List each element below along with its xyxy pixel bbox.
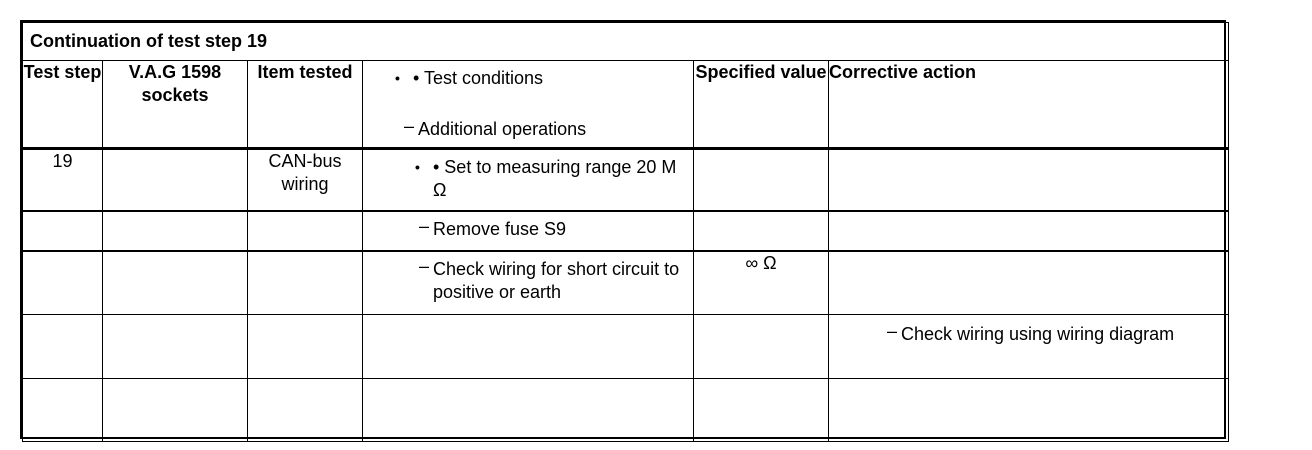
cell-corrective-action	[829, 251, 1229, 315]
condition-text: • Set to measuring range 20 M Ω	[433, 157, 677, 200]
test-step-table	[22, 22, 1229, 442]
cell-item-tested	[248, 379, 363, 442]
cell-condition	[363, 211, 694, 251]
cell-test-step: 19	[23, 149, 103, 211]
cell-sockets	[103, 211, 248, 251]
bullet-icon: •	[415, 159, 420, 175]
cell-corrective-action	[829, 149, 1229, 211]
cell-sockets	[103, 149, 248, 211]
header-item-tested: Item tested	[248, 61, 363, 149]
dash-icon: –	[887, 321, 898, 341]
cell-condition	[363, 315, 694, 379]
table-title: Continuation of test step 19	[23, 23, 1229, 61]
dash-icon: –	[404, 116, 415, 136]
condition-text: Remove fuse S9	[433, 218, 567, 239]
bullet-icon: •	[395, 70, 400, 86]
dash-icon: –	[419, 255, 430, 276]
cell-corrective-action	[829, 315, 1229, 379]
header-corrective-action: Corrective action	[829, 61, 1229, 149]
cell-specified-value	[694, 211, 829, 251]
header-conditions-bullet: • Test conditions	[413, 68, 544, 88]
cell-item-tested	[248, 315, 363, 379]
table-row	[23, 251, 1229, 315]
cell-specified-value: ∞ Ω	[694, 251, 829, 315]
table-row	[23, 315, 1229, 379]
cell-sockets	[103, 379, 248, 442]
cell-condition	[363, 379, 694, 442]
cell-specified-value	[694, 379, 829, 442]
cell-condition	[363, 251, 694, 315]
header-conditions-dash: Additional operations	[418, 119, 587, 139]
header-conditions	[363, 61, 694, 149]
cell-sockets	[103, 315, 248, 379]
header-sockets: V.A.G 1598 sockets	[103, 61, 248, 149]
cell-test-step	[23, 379, 103, 442]
test-table-document	[20, 20, 1226, 439]
table-title-row	[23, 23, 1229, 61]
cell-item-tested	[248, 211, 363, 251]
cell-corrective-action	[829, 211, 1229, 251]
header-test-step: Test step	[23, 61, 103, 149]
cell-condition	[363, 149, 694, 211]
table-row	[23, 211, 1229, 251]
corrective-action-text: Check wiring using wiring diagram	[901, 324, 1175, 344]
cell-sockets	[103, 251, 248, 315]
cell-test-step	[23, 211, 103, 251]
cell-item-tested	[248, 251, 363, 315]
cell-specified-value	[694, 315, 829, 379]
cell-corrective-action	[829, 379, 1229, 442]
cell-item-tested: CAN-bus wiring	[248, 149, 363, 211]
cell-specified-value	[694, 149, 829, 211]
header-specified-value: Specified value	[694, 61, 829, 149]
table-header-row	[23, 61, 1229, 149]
cell-test-step	[23, 251, 103, 315]
table-row	[23, 379, 1229, 442]
cell-test-step	[23, 315, 103, 379]
dash-icon: –	[419, 215, 430, 236]
condition-text: Check wiring for short circuit to positive or earth	[433, 258, 680, 302]
table-row	[23, 149, 1229, 211]
